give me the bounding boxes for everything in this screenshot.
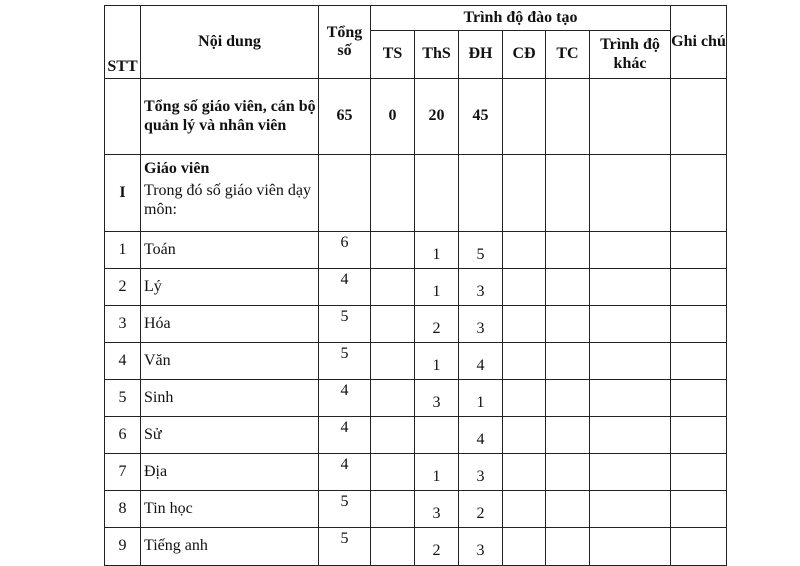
row-subject: Sử bbox=[141, 417, 319, 454]
row-subject: Tin học bbox=[141, 491, 319, 528]
table-row bbox=[105, 306, 727, 343]
row-stt: 4 bbox=[105, 343, 141, 380]
table-row bbox=[105, 269, 727, 306]
row-dh: 5 bbox=[476, 245, 485, 263]
summary-label: Tổng số giáo viên, cán bộ quản lý và nhân viên bbox=[141, 79, 319, 155]
row-dh: 3 bbox=[476, 542, 485, 560]
row-ths: 2 bbox=[432, 542, 441, 560]
header-level-tc: TC bbox=[546, 31, 590, 79]
row-total: 4 bbox=[340, 270, 349, 288]
row-dh: 3 bbox=[476, 282, 485, 300]
row-ths: 2 bbox=[432, 319, 441, 337]
summary-ths: 20 bbox=[415, 79, 459, 155]
header-level-other: Trình độ khác bbox=[590, 31, 671, 79]
row-subject: Địa bbox=[141, 454, 319, 491]
row-ths: 3 bbox=[432, 393, 441, 411]
section-stt: I bbox=[105, 155, 141, 232]
section-subtitle: Trong đó số giáo viên dạy môn: bbox=[144, 182, 311, 218]
header-level-ths: ThS bbox=[415, 31, 459, 79]
table-row bbox=[105, 528, 727, 566]
row-dh: 3 bbox=[476, 319, 485, 337]
summary-ts: 0 bbox=[371, 79, 415, 155]
row-total: 5 bbox=[340, 344, 349, 362]
row-dh: 1 bbox=[476, 393, 485, 411]
row-total: 5 bbox=[340, 492, 349, 510]
row-dh: 4 bbox=[476, 430, 485, 448]
row-ths: 1 bbox=[432, 467, 441, 485]
row-dh: 3 bbox=[476, 467, 485, 485]
table-row bbox=[105, 343, 727, 380]
table-row bbox=[105, 417, 727, 454]
header-level-ts: TS bbox=[371, 31, 415, 79]
summary-stt bbox=[105, 79, 141, 155]
row-subject: Sinh bbox=[141, 380, 319, 417]
row-ths: 1 bbox=[432, 356, 441, 374]
row-ths: 1 bbox=[432, 245, 441, 263]
section-cell bbox=[141, 155, 319, 232]
row-total: 5 bbox=[340, 307, 349, 325]
summary-dh: 45 bbox=[459, 79, 503, 155]
row-total: 4 bbox=[340, 455, 349, 473]
table-row bbox=[105, 491, 727, 528]
row-subject: Lý bbox=[141, 269, 319, 306]
row-subject: Hóa bbox=[141, 306, 319, 343]
row-stt: 3 bbox=[105, 306, 141, 343]
row-ths: 1 bbox=[432, 282, 441, 300]
header-total: Tổng số bbox=[319, 6, 371, 79]
row-subject: Toán bbox=[141, 232, 319, 269]
header-content: Nội dung bbox=[141, 6, 319, 79]
row-dh: 2 bbox=[476, 504, 485, 522]
header-stt: STT bbox=[105, 6, 141, 79]
row-stt: 5 bbox=[105, 380, 141, 417]
row-subject: Tiếng anh bbox=[141, 528, 319, 566]
section-title: Giáo viên bbox=[144, 160, 210, 177]
table-row bbox=[105, 232, 727, 269]
row-total: 4 bbox=[340, 381, 349, 399]
row-stt: 1 bbox=[105, 232, 141, 269]
row-stt: 8 bbox=[105, 491, 141, 528]
row-stt: 6 bbox=[105, 417, 141, 454]
row-stt: 7 bbox=[105, 454, 141, 491]
row-total: 6 bbox=[340, 233, 349, 251]
row-total: 4 bbox=[340, 418, 349, 436]
row-stt: 9 bbox=[105, 528, 141, 566]
row-dh: 4 bbox=[476, 356, 485, 374]
section-row bbox=[105, 155, 727, 232]
table-row bbox=[105, 454, 727, 491]
header-level-dh: ĐH bbox=[459, 31, 503, 79]
summary-total: 65 bbox=[319, 79, 371, 155]
summary-row bbox=[105, 79, 727, 155]
row-ths: 3 bbox=[432, 504, 441, 522]
staff-qualification-table bbox=[104, 5, 727, 566]
row-total: 5 bbox=[340, 530, 349, 548]
header-note: Ghi chú bbox=[671, 6, 727, 79]
row-stt: 2 bbox=[105, 269, 141, 306]
table-row bbox=[105, 380, 727, 417]
row-subject: Văn bbox=[141, 343, 319, 380]
header-level-cd: CĐ bbox=[503, 31, 546, 79]
header-training-level: Trình độ đào tạo bbox=[371, 6, 671, 31]
